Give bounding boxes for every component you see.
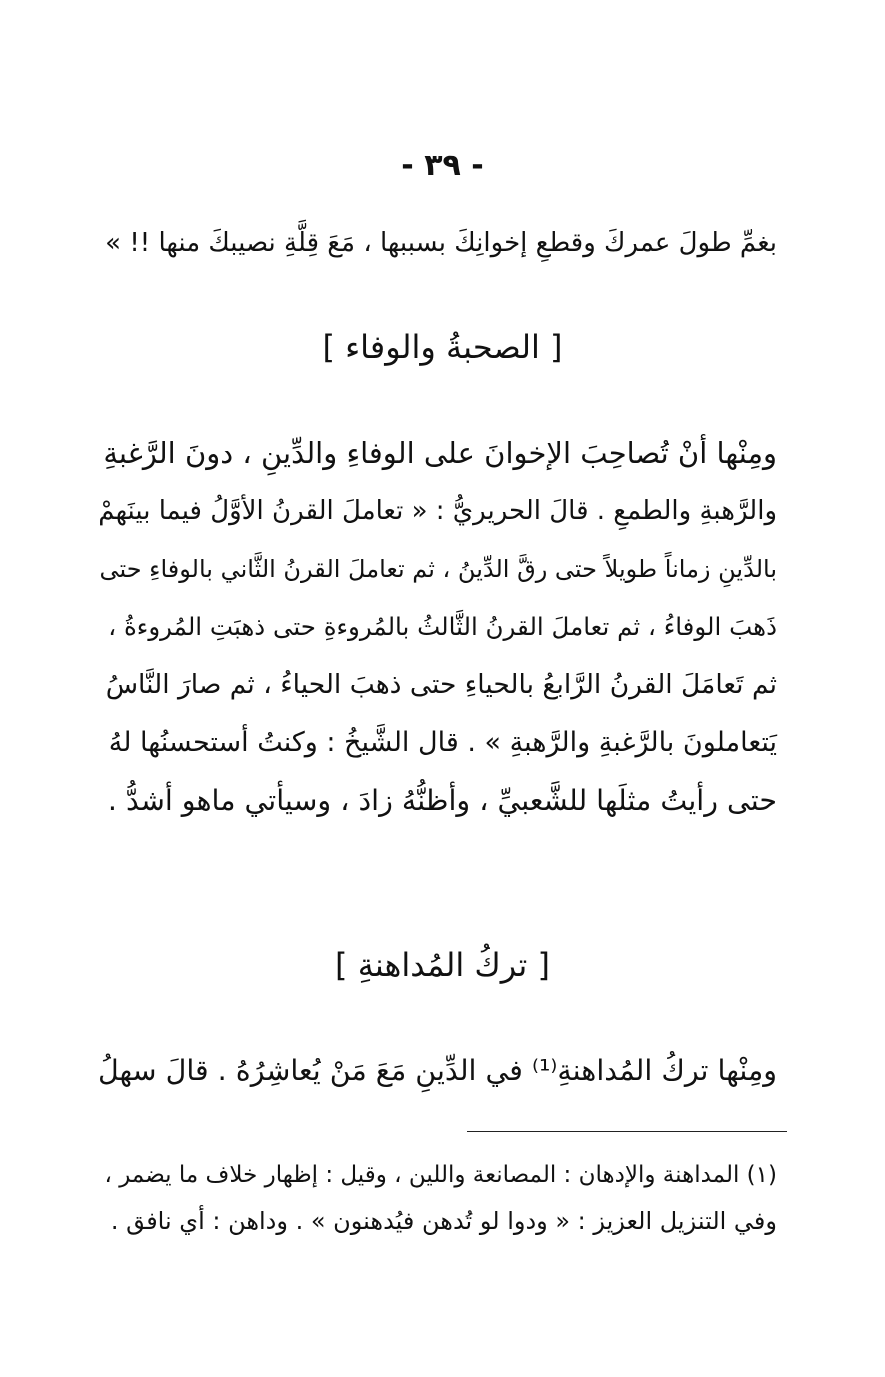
page-number: - ٣٩ - [401, 148, 484, 183]
footnotes [97, 1152, 777, 1244]
text-line: ذَهبَ الوفاءُ ، ثم تعاملَ القرنُ الثَّالثُ بالمُروءةِ حتى ذهبَتِ المُروءةُ ، [108, 612, 777, 641]
footnote-line: (١) المداهنة والإدهان : المصانعة واللين ، وقيل : إظهار خلاف ما يضمر ، [104, 1162, 777, 1188]
text-line: ومِنْها تركُ المُداهنةِ⁽¹⁾ في الدِّينِ مَعَ مَنْ يُعاشِرُهُ . قالَ سهلُ [97, 1054, 777, 1087]
text-line: حتى رأيتُ مثلَها للشَّعبيِّ ، وأظنُّهُ زادَ ، وسيأتي ماهو أشدُّ . [107, 784, 777, 817]
text-line: بغمِّ طولَ عمركَ وقطعِ إخوانِكَ بسببها ، مَعَ قِلَّةِ نصيبكَ منها !! » [105, 228, 777, 258]
section-heading-companionship: [ الصحبةُ والوفاء ] [322, 328, 563, 366]
text-line: ثم تَعامَلَ القرنُ الرَّابعُ بالحياءِ حتى ذهبَ الحياءُ ، ثم صارَ النَّاسُ [105, 669, 777, 700]
text-line: ومِنْها أنْ تُصاحِبَ الإخوانَ على الوفاءِ والدِّينِ ، دونَ الرَّغبةِ [103, 436, 777, 470]
footnote-line: وفي التنزيل العزيز : « ودوا لو تُدهن فيُدهنون » . وداهن : أي نافق . [110, 1207, 777, 1235]
text-line: بالدِّينِ زماناً طويلاً حتى رقَّ الدِّينُ ، ثم تعاملَ القرنُ الثَّاني بالوفاءِ حتى [99, 555, 777, 583]
top-line-block [97, 214, 777, 272]
text-line: يَتعاملونَ بالرَّغبةِ والرَّهبةِ » . قال الشَّيخُ : وكنتُ أستحسنُها لهُ [108, 727, 777, 758]
text-line: والرَّهبةِ والطمعِ . قالَ الحريريُّ : « تعاملَ القرنُ الأوَّلُ فيما بينَهمْ [98, 496, 777, 526]
paragraph-flattery [97, 1042, 777, 1100]
paragraph-companionship [97, 424, 777, 830]
footnote-divider [467, 1131, 787, 1132]
section-heading-flattery: [ تركُ المُداهنةِ ] [335, 946, 550, 984]
